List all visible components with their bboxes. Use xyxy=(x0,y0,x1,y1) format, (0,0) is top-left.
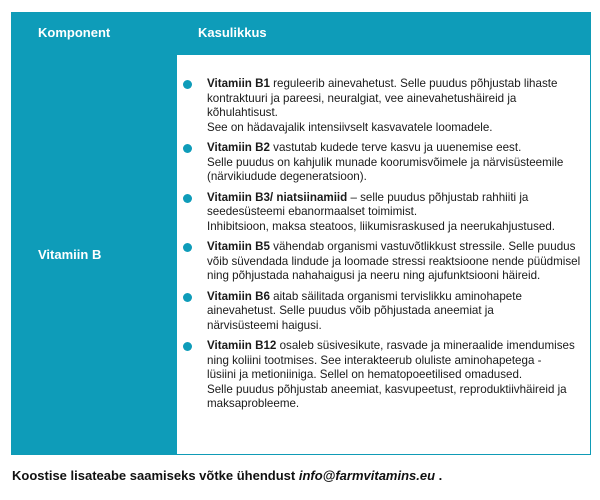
component-cell xyxy=(12,55,177,455)
bullet-icon xyxy=(183,243,192,252)
list-item xyxy=(183,240,581,284)
item-line: Inhibitsioon, maksa steatoos, liikumisraskused ja neerukahjustused. xyxy=(207,219,555,233)
item-line: maksaprobleeme. xyxy=(207,397,300,410)
list-item xyxy=(183,191,581,235)
item-name: Vitamiin B3/ niatsiinamiid xyxy=(207,190,348,204)
item-line: ning põhjustada nahahaigusi ja neeru ning ajufunktsiooni häireid. xyxy=(207,269,541,282)
list-item xyxy=(183,290,581,334)
list-item xyxy=(183,339,581,412)
header-komponent: Komponent xyxy=(38,25,111,40)
item-name: Vitamiin B2 xyxy=(207,141,270,154)
component-label: Vitamiin B xyxy=(38,247,102,262)
item-lead: – selle puudus põhjustab rahhiiti ja xyxy=(347,190,529,204)
bullet-icon xyxy=(183,342,192,351)
item-line: kontraktuuri ja pareesi, neuralgiat, vee ainevahetushäireid ja xyxy=(207,91,517,105)
bullet-icon xyxy=(183,194,192,203)
list-item xyxy=(183,77,581,135)
bullet-icon xyxy=(183,293,192,302)
list-item xyxy=(183,141,581,185)
item-name: Vitamiin B1 xyxy=(207,77,270,90)
item-lead: vastutab kudede terve kasvu ja uuenemise eest. xyxy=(269,141,522,154)
item-line: võib süvendada lindude ja loomade stressi reaktsioone nende püüdmisel xyxy=(207,254,581,268)
item-lead: reguleerib ainevahetust. Selle puudus põhjustab lihaste xyxy=(269,77,558,90)
item-line: Selle puudus on kahjulik munade koorumisvõimele ja närvisüsteemile xyxy=(207,155,564,169)
item-name: Vitamiin B5 xyxy=(207,240,270,253)
item-line: (närvikiudude degeneratsioon). xyxy=(207,170,367,183)
footer-text: Koostise lisateabe saamiseks võtke ühendust xyxy=(12,468,299,483)
item-line: ainevahetust. Selle puudus võib põhjustada aneemiat ja xyxy=(207,304,494,317)
item-lead: aitab säilitada organismi tervislikku aminohapete xyxy=(269,289,522,303)
item-line: seedesüsteemi ebanormaalset toimimist. xyxy=(207,205,418,218)
header-kasulikkus: Kasulikkus xyxy=(198,25,267,40)
benefit-cell xyxy=(177,55,590,455)
item-lead: osaleb süsivesikute, rasvade ja mineraalide imendumises xyxy=(276,339,575,352)
item-line: närvisüsteemi haigusi. xyxy=(207,318,322,332)
footer-end: . xyxy=(435,468,443,483)
item-name: Vitamiin B12 xyxy=(207,339,277,352)
item-lead: vähendab organismi vastuvõtlikkust stressile. Selle puudus xyxy=(269,240,576,253)
item-line: kõhulahtisust. xyxy=(207,106,278,119)
contact-footer xyxy=(12,468,442,483)
benefit-list xyxy=(183,77,581,418)
table-header xyxy=(12,13,590,55)
bullet-icon xyxy=(183,144,192,153)
item-line: lüsiini ja metioniiniga. Sellel on hematopoeetilised omadused. xyxy=(207,368,523,381)
contact-email-link[interactable]: info@farmvitamins.eu xyxy=(298,468,436,483)
item-line: ning koliini tootmises. See interakteerub oluliste aminohapetega - xyxy=(207,353,542,367)
bullet-icon xyxy=(183,80,192,89)
vitamin-table xyxy=(11,12,591,455)
item-name: Vitamiin B6 xyxy=(207,289,270,303)
item-line: See on hädavajalik intensiivselt kasvavatele loomadele. xyxy=(207,120,493,134)
item-line: Selle puudus põhjustab aneemiat, kasvupeetust, reproduktiivhäireid ja xyxy=(207,382,567,396)
